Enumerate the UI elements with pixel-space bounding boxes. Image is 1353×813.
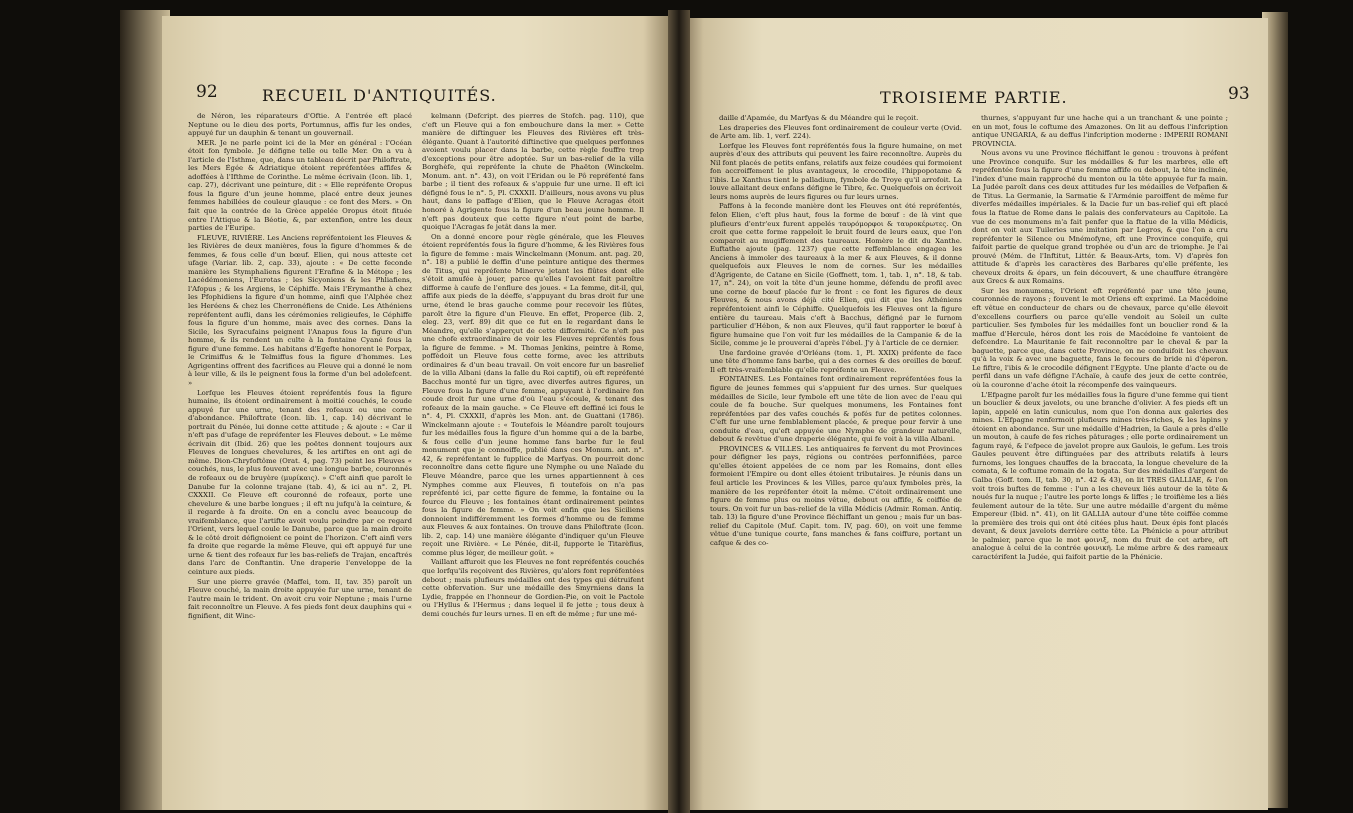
paragraph: Paffons à la feconde manière dont les Fleuves ont été repréfentés, felon Elien, c'eft plus haut, fous la forme de bœuf : de là vint que plufieurs d'entr'eux furent appelés ταυρόμορφοι & ταυροκέρωτες. On croit que cette forme rappeloit le bruit fourd de leurs eaux, que l'on comparoit au mugiffement des taureaux. Homère le dit du Xanthe. Euftathe ajoute (pag. 1237) que cette reffemblance engagea les Anciens à immoler des taureaux à la mer & aux Fleuves, & il donne quelquefois aux Fleuves le nom de cornes. Sur les médailles d'Agrigente, de Catane en Sicile (Goffnett, tom. 1, tab. 1, n°. 18, & tab. 17, n°. 24), on voit la tête d'un jeune homme, défendu de profil avec une corne de bœuf placée fur le front : ce font les figures de deux Fleuves, & nous avons déjà cité Elien, qui dit que les Athéniens repréfentoient ainfi le Céphiffe. Quelquefois les Fleuves ont la figure entière du taureau. Mais c'eft à Bacchus, défigné par le furnom particulier d'Hébon, & non aux Fleuves, qu'il faut rapporter le bœuf à figure humaine que l'on voit fur les médailles de la Campanie & de la Sicile, comme je le prouverai d'après l'ébel. J'y à l'article de ce dernier.: [710, 202, 962, 348]
paragraph: daille d'Apamée, du Marfyas & du Méandre qui le reçoit.: [719, 114, 919, 122]
right-column-1: [710, 114, 962, 804]
paragraph: de Néron, les réparateurs d'Oftie. A l'entrée eft placé Neptune ou le dieu des ports, Portumnus, affis fur les ondes, appuyé fur un dauphin & tenant un gouvernail.: [188, 112, 412, 138]
paragraph: Une fardoine gravée d'Orléans (tom. 1, Pl. XXIX) préfente de face une tête d'homme fans barbe, qui a des cornes & des oreilles de bœuf. Il eft très-vraifemblable qu'elle repréfente un Fleuve.: [710, 348, 962, 374]
left-column-2: [422, 112, 644, 802]
paragraph: FONTAINES. Les Fontaines font ordinairement repréfentées fous la figure de jeunes femmes qui s'appuient fur des urnes. Sur quelques médailles de Sicile, leur fymbole eft une tête de lion avec de l'eau qui coule de fa bouche. Sur quelques monumens, les Fontaines font repréfentées par des vafes couchés & pofés fur de petites colonnes. C'eft fur une urne femblablement placée, & preque pour fervir à une conduite d'eau, qu'eft appuyée une Nymphe de grandeur naturelle, debout & revêtue d'une draperie élégante, qui fe voit à la villa Albani.: [710, 375, 962, 444]
paragraph: FLEUVE, RIVIÈRE. Les Anciens repréfentoient les Fleuves & les Rivières de deux manières, fous la figure d'hommes & de femmes, & fous celle d'un bœuf. Elien, qui nous atteste cet ufage (Variar. lib. 2, cap. 33), ajoute : « De cette feconde manière les Stymphaliens figurent l'Erafine & la Métope ; les Lacédémoniens, l'Eurotas ; les Sicyoniens & les Phliafiens, l'Afopus ; & les Argiens, le Céphiffe. Mais l'Erymanthe à chez les Pfophidiens la figure d'un homme, ainfi que l'Alphée chez les Heréens & chez les Cherronéfiens de Cnide. Les Athéniens repréfentent aufli, dans les cérémonies religieufes, le Céphiffe fous la figure d'un homme, mais avec des cornes. Dans la Sicile, les Syracufains peignent l'Anapus fous la figure d'un homme, & ils rendent un culte à la fontaine Cyané fous la figure d'une femme. Les habitans d'Egefte honorent le Porpax, le Crimiffus & le Telmiffus fous la figure d'hommes. Les Agrigentins offrent des facrifices au Fleuve qui a donné le nom à leur ville, & ils le peignent fous la forme d'un bel adolefcent. »: [188, 233, 412, 387]
paragraph: Nous avons vu une Province fléchiffant le genou : trouvons à préfent une Province conquife. Sur les médailles & fur les marbres, elle eft repréfentée fous la figure d'une femme affife ou debout, la tête inclinée, l'index d'une main rapproché du menton ou la tête appuyée fur fa main. La Judée paroît dans ces deux attitudes fur les médailles de Vefpafien & de Titus. La Germanie, la Sarmatie & l'Arménie paroiffent de même fur diverfes médailles impériales. & la Dacie fur un bas-relief qui eft placé fous la ftatue de Rome dans le palais des confervateurs au Capitole. La vue de ces monumens m'a fait penfer que la ftatue de la villa Médicis, dont on voit aux Tuileries une imitation par Legros, & que l'on a cru repréfenter le Silence ou Mnémofyne, eft une Province conquife, qui faifoit partie de quelque grand trophée ou d'un arc de triomphe. Je l'ai prouvé (Mém. de l'Inftitut, Littér. & Beaux-Arts, tom. V) d'après fon attitude & d'après les caractères des Barbares qu'elle préfente, les cheveux droits & épars, un fein découvert, & une chauffure étrangère aux Grecs & aux Romains.: [972, 149, 1228, 286]
paragraph: On a donné encore pour règle générale, que les Fleuves étoient repréfentés fous la figure d'homme, & les Rivières fous la figure de femme : mais Winckelmann (Monum. ant. pag. 20, n°. 18) a publié le deffin d'une peinture antique des thermes de Titus, qui repréfente Minerve jetant les flûtes dont elle s'étoit amufée à jouer, parce qu'elles l'avoient fait paroître difforme à caufe de l'enflure des joues. « La femme, dit-il, qui, affife aux pieds de la déeffe, s'appuyant du bras droit fur une urne, étend le bras gauche comme pour recevoir les flûtes, paroît être la figure d'un Fleuve. En effet, Properce (lib. 2, eleg. 23, verf. 89) dit que ce fut en le regardant dans le Méandre, qu'elle s'apperçut de cette difformité. Ce n'eft pas une chofe extraordinaire de voir les Fleuves repréfentés fous la figure de femme. » M. Thomas Jenkins, peintre à Rome, poffèdoit un Fleuve fous cette forme, avec les attributs ordinaires & d'un beau travail. On voit encore fur un basrelief de la villa Albani (dans la falle du Roi captif), où eft repréfenté Bacchus monté fur un tigre, avec diverfes autres figures, un Fleuve fous la figure d'une femme, appuyant à l'ordinaire fon coude droit fur une urne d'où l'eau s'écoule, & tenant des rofeaux de la main gauche. » Ce Fleuve eft deffiné ici fous le n°. 4, Pl. CXXXII, d'après les Mon. ant. de Guattani (1786). Winckelmann ajoute : « Toutefois le Méandre paroît toujours fur les médailles fous la figure d'un homme qui a de la barbe, & fous celle d'un jeune homme fans barbe fur le feul monument que je connoiffe, publié dans ces Monum. ant. n°. 42, & repréfentant le fupplice de Marfyas. On pourroit donc reconnoître dans cette figure une Nymphe ou une Naïade du Fleuve Méandre, parce que les urnes appartiennent à ces Nymphes comme aux Fleuves, fi toutefois on n'a pas repréfenté ici, par cette figure de femme, la fontaine ou la fource du Fleuve ; les fontaines étant ordinairement peintes fous la figure de femme. » On voit enfin que les Siciliens donnoient indifféremment les formes d'homme ou de femme aux Fleuves & aux fontaines. On trouve dans Philoftrate (Icon. lib. 2, cap. 14) une manière élégante d'indiquer qu'un Fleuve reçoit une Rivière. « Le Pénée, dit-il, fupporte le Titarèfius, comme plus léger, de meilleur goût. »: [422, 232, 644, 557]
paragraph: MER. Je ne parle point ici de la Mer en général : l'Océan étoit fon fymbole. Je défigne telle ou telle Mer. On a vu à l'article de l'Isthme, que, dans un tableau décrit par Philoftrate, les Mers Égée & Adriatique étoient repréfentées affifes & adoffées à l'Ifthme de Corinthe. Le même écrivain (Icon. lib. 1, cap. 27), décrivant une peinture, dit : « Elle repréfente Oropus fous la figure d'un jeune homme, placé entre deux jeunes femmes habillées de couleur glauque : ce font des Mers. » On fait que la contrée de la Grèce appelée Oropus étoit fituée entre l'Attique & la Béotie, &, par extenfion, entre les deux parties de l'Euripe.: [188, 138, 412, 233]
left-running-head: RECUEIL D'ANTIQUITÉS.: [262, 86, 497, 105]
paragraph: Lorfque les Fleuves étoient repréfentés fous la figure humaine, ils étoient ordinairement à moitié couchés, le coude appuyé fur une urne, tenant des rofeaux ou une corne d'abondance. Philoftrate (Icon. lib. 1, cap. 14) décrivant le portrait du Pénée, lui donne cette attitude ; & ajoute : « Car il n'eft pas d'ufage de repréfenter les Fleuves debout. » Le même écrivain dit (Ibid. 26) que les poëtes donnent toujours aux Fleuves de longues chevelures, & les artiftes en ont agi de même. Dion-Chryfoftôme (Orat. 4, pag. 73) peint les Fleuves « couchés, nus, le plus fouvent avec une longue barbe, couronnés de rofeaux ou de bruyère (μυρίκαις). » C'eft ainfi que paroît le Danube fur la colonne trajane (tab. 4), & ici au n°. 2, Pl. CXXXII. Ce Fleuve eft couronné de rofeaux, porte une chevelure & une barbe longues ; il eft nu jufqu'à la ceinture, & il regarde à fa droite. On en a conclu avec beaucoup de vraifemblance, que l'artifte avoit voulu peindre par ce regard l'Orient, vers lequel coule le Danube, parce que la main droite & le côté droit défignoient ce point de l'horizon. C'eft ainfi vers fa droite que regarde la même Fleuve, qui eft appuyé fur une urne & tient des rofeaux fur les bas-reliefs de Trajan, encaftrés dans l'arc de Conftantin. Une draperie l'enveloppe de la ceinture aux pieds.: [188, 388, 412, 576]
left-page-number: 92: [196, 82, 218, 102]
paragraph: Sur les monumens, l'Orient eft repréfenté par une tête jeune, couronnée de rayons ; fouvent le mot Oriens eft exprimé. La Macédoine eft vêtue en conducteur de chars ou de chevaux, parce qu'elle élevoit d'excellens courfiers ou parce qu'elle vendoit au Soleil un culte particulier. Ses fymboles fur les médailles font un bouclier rond & la maffue d'Hercule, héros dont les rois de Macédoine fe vantoient de defcendre. La Mauritanie fe fait reconnoître par le cheval & par la baguette, parce que, dans cette Province, on ne conduifoit les chevaux qu'à la voix & avec une baguette, fans le fecours de bride ni d'éperon. Le fiftre, l'ibis & le crocodile défignent l'Egypte. Une plante d'acte ou de perfil dans un vafe défigne l'Achaïe, à caufe des jeux de cette contrée, où la couronne d'ache étoit la récompenfe des vainqueurs.: [972, 286, 1228, 389]
right-page: [680, 18, 1268, 810]
book-gutter: [668, 10, 690, 813]
right-running-head: TROISIEME PARTIE.: [880, 88, 1068, 107]
paragraph: L'Efpagne paroît fur les médailles fous la figure d'une femme qui tient un bouclier & deux javelots, ou une branche d'olivier. A fes pieds eft un lapin, appelé en latin cuniculus, nom que l'on donna aux galeries des mines. L'Efpagne renfermoit plufieurs mines très-riches, & les lapins y étoient en abondance. Sur une médaille d'Hadrien, la Gaule a près d'elle un mouton, à caufe de fes riches pâturages ; elle porte ordinairement un fagum rayé, & l'efpece de javelot propre aux Gaulois, le gefum. Les trois Gaules peuvent être diftinguées par des attributs relatifs à leurs furnoms, les longues chauffes de la braccata, la longue chevelure de la comata, & le coftume romain de la togata. Sur des médailles d'argent de Galba (Goff. tom. II, tab. 30, n°. 42 & 43), on lit TRES GALLIAE, & l'on voit trois buftes de femme : l'un a les cheveux liés autour de la tête & noués fur la nuque ; l'autre les porte longs & liffes ; le troifième les a liés feulement autour de la tête. Sur une autre médaille d'argent du même Empereur (Ibid. n°. 41), on lit GALLIA autour d'une tête coiffée comme la première des trois qui ont été citées plus haut. Deux épis font placés devant, & deux javelots derrière cette tête. La Phénicie a pour attribut le palmier, parce que le mot φοινιξ, nom du fruit de cet arbre, eft analogue à celui de la contrée φοινική. Le même arbre & des rameaux caractérifent la Judée, qui faifoit partie de la Phénicie.: [972, 390, 1228, 561]
right-column-2: [972, 114, 1228, 804]
right-page-number: 93: [1228, 84, 1250, 104]
paragraph: thurnes, s'appuyant fur une hache qui a un tranchant & une pointe ; en un mot, fous le coftume des Amazones. On lit au deffous l'infcription antique UNGARIA, & au deffus l'infcription moderne : IMPERII ROMANI PROVINCIA.: [972, 114, 1228, 148]
left-page: [162, 16, 674, 810]
paragraph: kelmann (Defcript. des pierres de Stofch. pag. 110), que c'eft un Fleuve qui a fon embouchure dans la mer. » Cette manière de diftinguer les Fleuves des Rivières eft très-élégante. Quant à l'autorité diftinctive que quelques perfonnes avoient voulu placer dans la barbe, cette règle fouffre trop d'exceptions pour être adoptée. Sur un bas-relief de la villa Borghèfe, qui repréfente la chute de Phaëton (Winckelm. Monum. ant. n°. 43), on voit l'Eridan ou le Pô repréfenté fans barbe ; il tient des rofeaux & s'appuie fur une urne. Il eft ici défigné fous le n°. 5, Pl. CXXXII. D'ailleurs, nous avons vu plus haut, dans le paffage d'Elien, que le Fleuve Acragas étoit honoré à Agrigente fous la figure d'un beau jeune homme. Il n'eft pas douteux que cette figure n'eut point de barbe, quoique l'Acragas fe jetât dans la mer.: [422, 112, 644, 232]
paragraph: Lorfque les Fleuves font repréfentés fous la figure humaine, on met auprès d'eux des attributs qui peuvent les faire reconnoître. Auprès du Nil font placés de petits enfans, relatifs aux feize coudées qui formoient fon accroiffement le plus avantageux, le crocodile, l'hippopotame & l'ibis. Le Xanthus tient le palladium, fymbole de Troye qu'il arrofoit. La louve allaitant deux enfans défigne le Tibre, &c. Quelquefois on écrivoit leurs noms auprès de leurs figures ou fur leurs urnes.: [710, 141, 962, 201]
paragraph: Les draperies des Fleuves font ordinairement de couleur verte (Ovid. de Arte am. lib. 1, verf. 224).: [710, 123, 962, 141]
paragraph: PROVINCES & VILLES. Les antiquaires fe fervent du mot Provinces pour défigner les pays, régions ou contrées perfonnifiées, parce qu'elles étoient appelées de ce nom par les Romains, dont elles formoient l'Empire ou dont elles étoient tributaires. Je réunis dans un feul article les Provinces & les Villes, parce qu'aux fymboles près, la manière de les repréfenter étoit la même. C'étoit ordinairement une figure de femme plus ou moins vêtue, debout ou affife, & coiffée de tours. On voit fur un bas-relief de la villa Médicis (Admir. Roman. Antiq. tab. 13) la figure d'une Province fléchiffant un genou ; mais fur un bas-relief du Capitole (Muf. Capit. tom. IV, pag. 60), on voit une femme vêtue d'une tunique courte, fans manches & fans coiffure, portant un cafque & des co-: [710, 444, 962, 547]
paragraph: Vaillant affuroit que les Fleuves ne font repréfentés couchés que lorfqu'ils reçoivent des Rivières, qu'alors font repréfentées debout ; mais plufieurs médailles ont des types qui détruifent cette obfervation. Sur une médaille des Smyrniens dans la Lydie, frappée en l'honneur de Gordien-Pie, on voit le Pactole ou l'Hyllus & l'Hermus ; dans lequel il fe jette ; tous deux à demi couchés fur leurs urnes. Il en eft de même ; fur une mé-: [422, 558, 644, 618]
left-column-1: [188, 112, 412, 802]
paragraph: Sur une pierre gravée (Maffei, tom. II, tav. 35) paroît un Fleuve couché, la main droite appuyée fur une urne, tenant de l'autre main le trident. On avoit cru voir Neptune ; mais l'urne fait reconnoître un Fleuve. A fes pieds font deux dauphins qui « fignifient, dit Winc-: [188, 577, 412, 620]
